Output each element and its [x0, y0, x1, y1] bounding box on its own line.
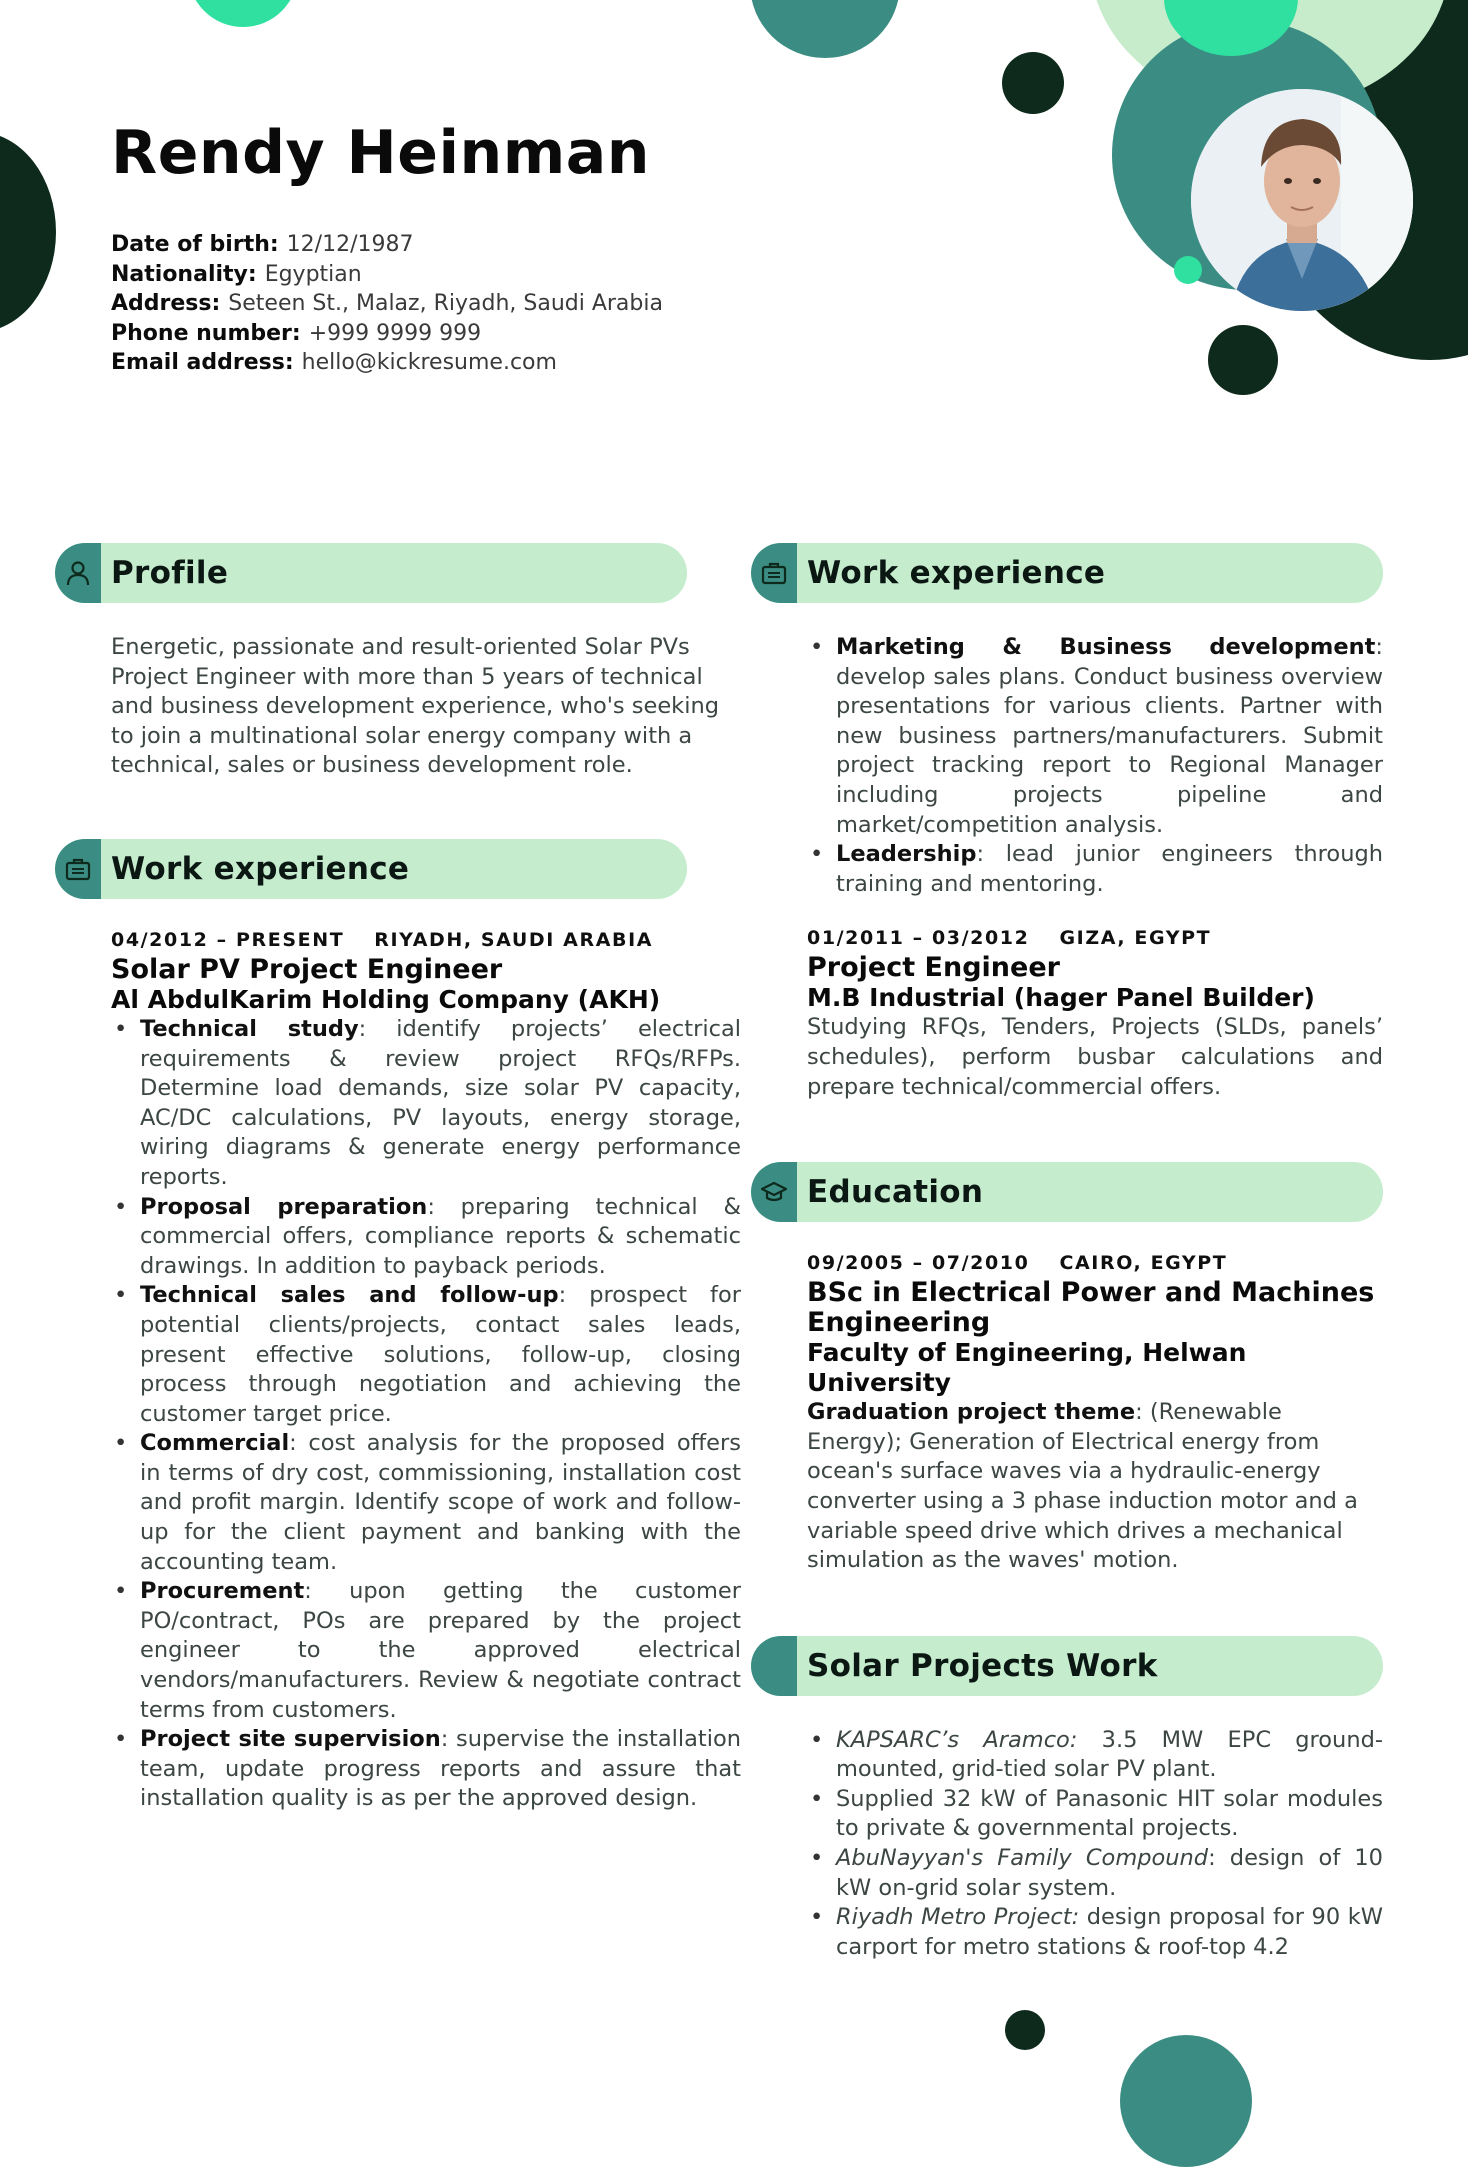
education-section-header [751, 1162, 1383, 1222]
decor-bottom-dark-dot [1005, 2010, 1045, 2050]
right-column [751, 543, 1383, 1962]
decor-small-mint-dot [1174, 256, 1202, 284]
solar-projects-header [751, 1636, 1383, 1696]
job-title: Project Engineer [807, 952, 1060, 984]
work-experience-header-left [55, 839, 687, 899]
list-item: • Technical study: identify projects’ electrical requirements & review project RFQs/RFPs. Determine load demands, size solar PV capacity, AC/DC calculations, PV layouts, energy storage, wiring diagrams & generate energy performance reports. [140, 1015, 741, 1193]
job-mb-industrial [807, 927, 1383, 1102]
briefcase-icon [751, 543, 797, 603]
job-location: GIZA, EGYPT [1059, 927, 1212, 950]
briefcase-icon [55, 839, 101, 899]
work-experience-header-right [751, 543, 1383, 603]
decor-circle-top-mint [188, 0, 298, 27]
job-duties-list-continued [807, 633, 1383, 899]
list-item: • Leadership: lead junior engineers through training and mentoring. [836, 840, 1383, 899]
decor-circle-top-teal [750, 0, 900, 58]
job-dates: 04/2012 – PRESENT [111, 928, 345, 951]
profile-title: Profile [111, 555, 229, 591]
list-item: • Technical sales and follow-up: prospect for potential clients/projects, contact sales leads, present effective solutions, follow-up, closing process through negotiation and achieving the customer target price. [140, 1281, 741, 1429]
personal-dob: Date of birth: 12/12/1987 [111, 232, 414, 257]
list-item: • Supplied 32 kW of Panasonic HIT solar modules to private & governmental projects. [836, 1785, 1383, 1844]
list-item: • Marketing & Business development: develop sales plans. Conduct business overview presentations for various clients. Partner with new business partners/manufacturers. Submit project tracking report to Regional Manager including projects pipeline and market/competition analysis. [836, 633, 1383, 840]
list-item: • AbuNayyan's Family Compound: design of 10 kW on-grid solar system. [836, 1844, 1383, 1903]
list-item: • Project site supervision: supervise the installation team, update progress reports and assure that installation quality is as per the approved design. [140, 1725, 741, 1814]
job-company: M.B Industrial (hager Panel Builder) [807, 983, 1315, 1013]
job-title: Solar PV Project Engineer [111, 953, 503, 985]
work-continued [807, 633, 1383, 1102]
solar-projects-title: Solar Projects Work [807, 1647, 1158, 1684]
graduation-cap-icon [751, 1162, 797, 1222]
solar-projects-list [807, 1726, 1383, 1963]
decor-bottom-teal-circle [1120, 2035, 1252, 2167]
list-item: • KAPSARC’s Aramco: 3.5 MW EPC ground-mounted, grid-tied solar PV plant. [836, 1726, 1383, 1785]
profile-photo [1191, 89, 1413, 311]
personal-nationality: Nationality: Egyptian [111, 261, 362, 287]
job-company: Al AbdulKarim Holding Company (AKH) [111, 984, 661, 1014]
education-entry [807, 1252, 1383, 1576]
list-item: • Proposal preparation: preparing technical & commercial offers, compliance reports & schematic drawings. In addition to payback periods. [140, 1193, 741, 1282]
job-meta [111, 929, 741, 951]
decor-dark-circle-mid [1208, 325, 1278, 395]
decor-circle-small-dark [1002, 52, 1064, 114]
work-experience-title-left: Work experience [111, 850, 410, 887]
personal-phone: Phone number: +999 9999 999 [111, 320, 482, 346]
job-location: RIYADH, SAUDI ARABIA [374, 928, 654, 951]
person-icon [55, 543, 101, 603]
solar-projects [807, 1726, 1383, 1963]
list-item: • Procurement: upon getting the customer PO/contract, POs are prepared by the project engineer to the approved electrical vendors/manufacturers. Review & negotiate contract terms from customers. [140, 1577, 741, 1725]
list-item: • Commercial: cost analysis for the proposed offers in terms of dry cost, commissioning, installation cost and profit margin. Identify scope of work and follow-up for the client payment and banking with the accounting team. [140, 1429, 741, 1577]
work-experience-title-right: Work experience [807, 555, 1106, 591]
education-meta [807, 1252, 1383, 1274]
personal-details [111, 230, 663, 378]
education-school: Faculty of Engineering, Helwan University [807, 1338, 1247, 1398]
job-meta [807, 927, 1383, 949]
job-akh [111, 929, 741, 1814]
profile-text: Energetic, passionate and result-oriented Solar PVs Project Engineer with more than 5 years of technical and business development experience, who's seeking to join a multinational solar energy company with a technical, sales or business development role. [111, 634, 720, 779]
education-dates: 09/2005 – 07/2010 [807, 1252, 1030, 1275]
education-description: Graduation project theme: (Renewable Energy); Generation of Electrical energy from ocean's surface waves via a hydraulic-energy converter using a 3 phase induction motor and a variable speed drive which drives a mechanical simulation as the waves' motion. [807, 1399, 1358, 1574]
job-dates: 01/2011 – 03/2012 [807, 927, 1030, 950]
education-location: CAIRO, EGYPT [1059, 1252, 1228, 1275]
education-degree: BSc in Electrical Power and Machines Engineering [807, 1277, 1375, 1339]
list-item: • Riyadh Metro Project: design proposal for 90 kW carport for metro stations & roof-top 4.2 [836, 1903, 1383, 1962]
solar-panel-icon [751, 1636, 797, 1696]
job-description: Studying RFQs, Tenders, Projects (SLDs, panels’ schedules), perform busbar calculations and prepare technical/commercial offers. [807, 1014, 1383, 1100]
left-column [55, 543, 741, 1814]
decor-circle-left-dark [0, 132, 56, 332]
profile-section-header [55, 543, 687, 603]
candidate-name: Rendy Heinman [111, 118, 650, 188]
personal-email: Email address: hello@kickresume.com [111, 350, 557, 376]
job-duties-list [111, 1015, 741, 1814]
personal-address: Address: Seteen St., Malaz, Riyadh, Saudi Arabia [111, 291, 663, 317]
education-title: Education [807, 1174, 984, 1211]
